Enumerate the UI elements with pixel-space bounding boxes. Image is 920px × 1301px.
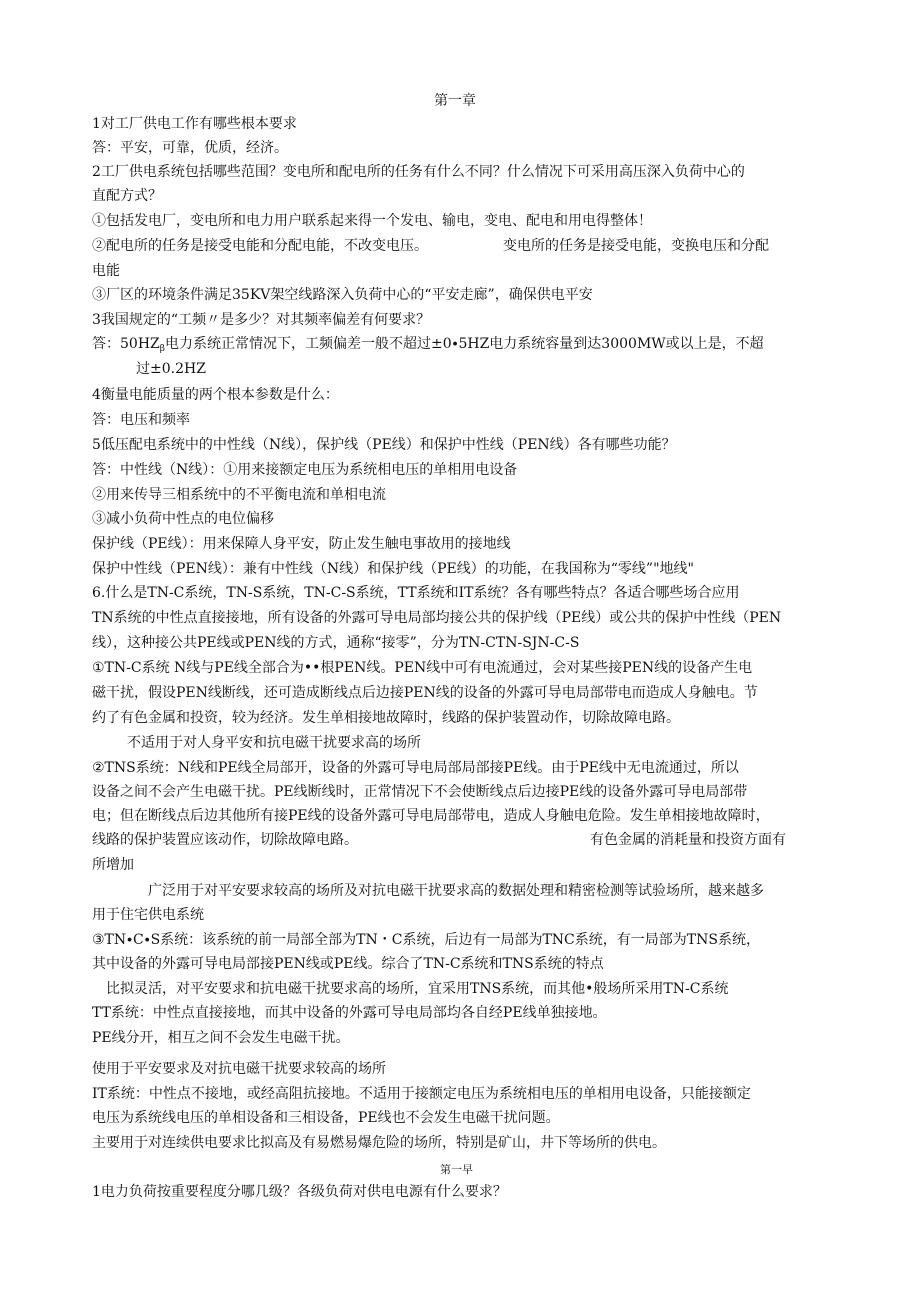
tns-line-4-right: 有色金属的消耗量和投资方面有	[590, 832, 786, 848]
tncs-line-3: 比拟灵活，对平安要求和抗电磁干扰要求高的场所，宜采用TNS系统，而其他•般场所采用TN-C系统	[106, 981, 729, 997]
tns-line-5: 所增加	[92, 857, 134, 873]
tncs-line-1: ③TN∙C∙S系统：该系统的前一局部全部为TN・C系统，后边有一局部为TNC系统，有一局部为TNS系统，	[92, 932, 760, 948]
answer-2-item-3: ③厂区的环境条件满足35KV架空线路深入负荷中心的“平安走廊”，确保供电平安	[92, 287, 593, 303]
tns-line-1: ②TNS系统：N线和PE线全局部开，设备的外露可导电局部局部接PE线。由于PE线中无电流通过，所以	[92, 760, 739, 776]
question-2-line-2: 直配方式？	[92, 188, 162, 204]
answer-3-line-2: 过±0.2HZ	[136, 361, 206, 377]
question-3: 3我国规定的“工频〃是多少？对其频率偏差有何要求？	[92, 312, 431, 328]
tns-line-3: 电；但在断线点后边其他所有接PE线的设备外露可导电局部带电，造成人身触电危险。发生单相接地故障时，	[92, 808, 770, 824]
tnc-line-2: 磁干扰，假设PEN线断线，还可造成断线点后边接PEN线的设备的外露可导电局部带电而造成人身触电。节	[92, 685, 758, 701]
tnc-line-3: 约了有色金属和投资，较为经济。发生单相接地故障时，线路的保护装置动作，切除故障电路。	[92, 710, 680, 726]
answer-5-line-3: ③减小负荷中性点的电位偏移	[92, 511, 274, 527]
tnc-line-4: 不适用于对人身平安和抗电磁干扰要求高的场所	[127, 735, 421, 751]
tncs-line-2: 其中设备的外露可导电局部接PEN线或PE线。综合了TN-C系统和TNS系统的特点	[92, 956, 604, 972]
tt-line-3: 使用于平安要求及对抗电磁干扰要求较高的场所	[92, 1061, 386, 1077]
tt-line-1: TT系统：中性点直接接地，而其中设备的外露可导电局部均各自经PE线单独接地。	[92, 1005, 607, 1021]
question-6: 6.什么是TN-C系统，TN-S系统，TN-C-S系统，TT系统和IT系统？各有哪些特点？各适合哪些场合应用	[92, 585, 740, 601]
answer-3-line-1	[92, 335, 764, 358]
answer-1: 答：平安，可靠，优质，经济。	[92, 140, 288, 156]
answer-2-item-2-right: 变电所的任务是接受电能，变换电压和分配	[503, 238, 769, 254]
tn-system-line-1: TN系统的中性点直接接地，所有设备的外露可导电局部均接公共的保护线（PE线）或公共的保护中性线（PEN	[92, 610, 782, 626]
answer-3-prefix: 答：50HZ	[92, 336, 160, 352]
chapter-2-question-1: 1电力负荷按重要程度分哪几级？各级负荷对供电电源有什么要求？	[92, 1184, 507, 1200]
answer-5-line-5: 保护中性线（PEN线）：兼有中性线（N线）和保护线（PE线）的功能，在我国称为“零线”"地线"	[92, 561, 694, 577]
answer-3-body: 电力系统正常情况下，工频偏差一般不超过±0∙5HZ电力系统容量到达3000MW或以上是，不超	[164, 336, 764, 352]
it-line-2: 电压为系统线电压的单相设备和三相设备，PE线也不会发生电磁干扰问题。	[92, 1110, 560, 1126]
it-line-1: IT系统：中性点不接地，或经高阻抗接地。不适用于接额定电压为系统相电压的单相用电设备，只能接额定	[92, 1086, 751, 1102]
question-5: 5低压配电系统中的中性线（N线），保护线（PE线）和保护中性线（PEN线）各有哪些功能？	[92, 437, 676, 453]
tns-line-2: 设备之间不会产生电磁干扰。PE线断线时，正常情况下不会使断线点后边接PE线的设备外露可导电局部带	[92, 784, 748, 800]
tns-line-4-left: 线路的保护装置应该动作，切除故障电路。	[92, 832, 358, 848]
chapter-title: 第一章	[434, 93, 476, 109]
tn-system-line-2: 线），这种接公共PE线或PEN线的方式，通称“接零”，分为TN-CTN-SJN-C-S	[92, 635, 580, 651]
answer-2-item-1: ①包括发电厂，变电所和电力用户联系起来得一个发电、输电，变电、配电和用电得整体！	[92, 213, 652, 229]
question-2-line-1: 2工厂供电系统包括哪些范围？变电所和配电所的任务有什么不同？什么情况下可采用高压深入负荷中心的	[92, 164, 745, 180]
answer-4: 答：电压和频率	[92, 412, 190, 428]
question-4: 4衡量电能质量的两个根本参数是什么：	[92, 387, 339, 403]
it-line-3: 主要用于对连续供电要求比拟高及有易燃易爆危险的场所，特别是矿山，井下等场所的供电。	[92, 1135, 666, 1151]
chapter-2-title: 第一早	[440, 1163, 473, 1176]
answer-5-line-1: 答：中性线（N线）：①用来接额定电压为系统相电压的单相用电设备	[92, 462, 518, 478]
question-1: 1对工厂供电工作有哪些根本要求	[92, 116, 297, 132]
tnc-line-1: ①TN-C系统 N线与PE线全部合为••根PEN线。PEN线中可有电流通过，会对某些接PEN线的设备产生电	[92, 660, 753, 676]
answer-3-subscript: β	[159, 344, 165, 354]
answer-2-item-2-left: ②配电所的任务是接受电能和分配电能，不改变电压。	[92, 238, 428, 254]
tns-line-6: 广泛用于对平安要求较高的场所及对抗电磁干扰要求高的数据处理和精密检测等试验场所，越来越多	[148, 883, 764, 899]
answer-2-item-2-cont: 电能	[92, 263, 120, 279]
tns-line-7: 用于住宅供电系统	[92, 907, 204, 923]
tt-line-2: PE线分开，相互之间不会发生电磁干扰。	[92, 1030, 350, 1046]
answer-5-line-4: 保护线（PE线）：用来保障人身平安，防止发生触电事故用的接地线	[92, 536, 511, 552]
answer-5-line-2: ②用来传导三相系统中的不平衡电流和单相电流	[92, 487, 386, 503]
